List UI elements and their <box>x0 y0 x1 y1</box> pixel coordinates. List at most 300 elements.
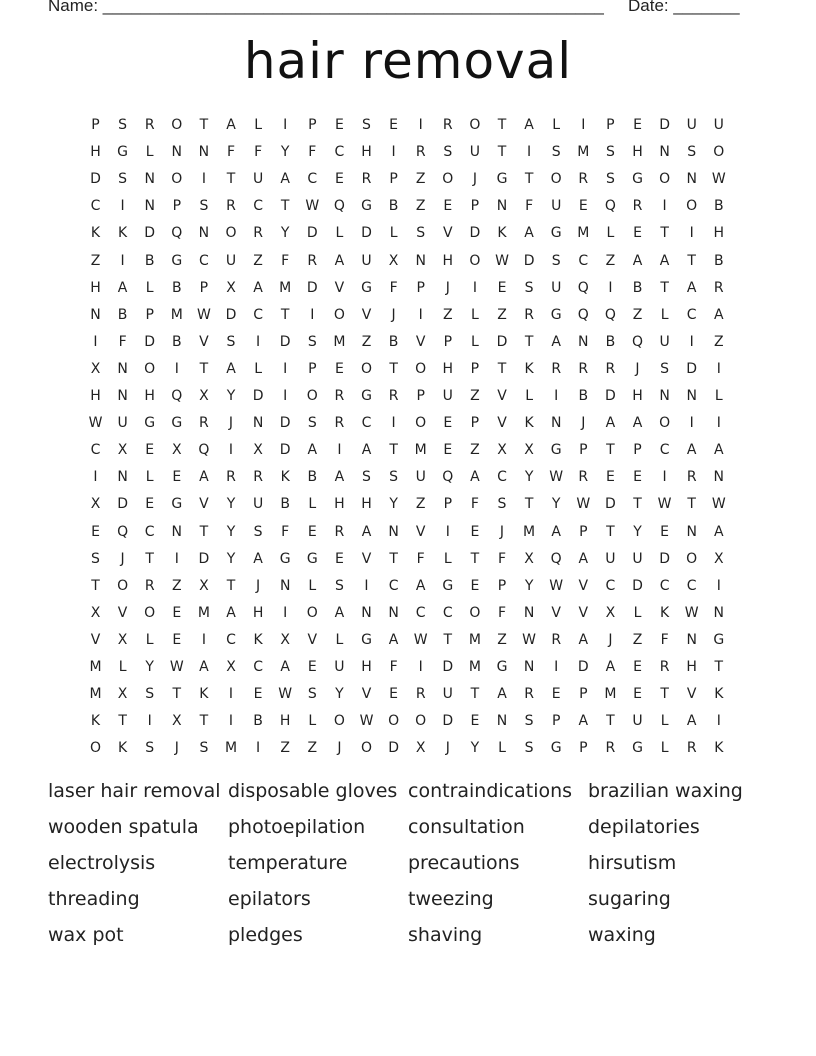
grid-letter: I <box>662 198 667 215</box>
grid-letter: I <box>581 117 586 133</box>
grid-letter: N <box>198 225 210 242</box>
grid-letter: Y <box>551 496 561 513</box>
grid-letter: L <box>552 117 561 133</box>
grid-letter: X <box>172 442 182 459</box>
grid-letter: N <box>659 144 670 161</box>
grid-letter: A <box>199 659 209 675</box>
grid-letter: S <box>362 469 371 486</box>
grid-letter: W <box>711 171 726 188</box>
grid-letter: C <box>442 604 453 621</box>
grid-letter: L <box>308 713 317 730</box>
grid-letter: T <box>199 117 209 133</box>
word-list-item: laser hair removal <box>48 780 221 802</box>
grid-letter: D <box>144 333 156 350</box>
grid-letter: I <box>228 713 234 730</box>
grid-letter: E <box>145 496 155 513</box>
grid-letter: E <box>443 198 453 215</box>
grid-letter: T <box>524 496 534 513</box>
grid-letter: D <box>279 415 291 432</box>
grid-letter: J <box>499 523 505 540</box>
grid-letter: R <box>226 469 236 486</box>
grid-letter: E <box>172 469 182 486</box>
grid-letter: P <box>91 117 100 133</box>
grid-letter: I <box>689 225 694 242</box>
word-list-item: threading <box>48 888 140 910</box>
grid-letter: V <box>443 225 453 242</box>
grid-letter: R <box>686 469 697 486</box>
grid-letter: O <box>713 144 725 161</box>
grid-letter: F <box>525 198 534 215</box>
grid-letter: D <box>469 225 481 242</box>
grid-letter: R <box>578 360 589 377</box>
grid-letter: Q <box>577 306 589 323</box>
grid-letter: W <box>495 252 509 269</box>
grid-letter: G <box>550 306 562 323</box>
grid-letter: P <box>416 279 425 296</box>
grid-letter: C <box>659 442 670 459</box>
grid-letter: T <box>524 171 534 188</box>
grid-letter: S <box>389 469 399 486</box>
grid-letter: G <box>713 631 725 648</box>
grid-letter: G <box>550 740 562 757</box>
word-list-item: photoepilation <box>228 816 366 838</box>
grid-letter: K <box>660 604 670 621</box>
grid-letter: I <box>283 117 288 133</box>
grid-letter: C <box>497 469 507 486</box>
grid-letter: U <box>632 550 643 567</box>
word-list-item: pledges <box>228 924 303 946</box>
grid-letter: H <box>90 144 101 161</box>
grid-letter: Z <box>632 306 643 323</box>
grid-letter: E <box>307 659 317 675</box>
grid-letter: A <box>714 523 724 540</box>
grid-letter: D <box>605 496 616 513</box>
grid-letter: K <box>199 686 209 703</box>
grid-letter: L <box>470 333 479 350</box>
grid-letter: I <box>716 415 721 432</box>
grid-letter: P <box>443 496 453 513</box>
grid-letter: A <box>497 686 507 703</box>
grid-letter: T <box>497 144 507 161</box>
grid-letter: T <box>633 496 642 513</box>
grid-letter: D <box>442 713 454 730</box>
grid-letter: O <box>360 740 373 757</box>
grid-letter: S <box>307 415 317 432</box>
grid-letter: S <box>226 333 236 350</box>
grid-letter: I <box>228 686 234 703</box>
grid-letter: L <box>145 144 154 161</box>
grid-letter: V <box>415 333 426 350</box>
grid-letter: A <box>470 469 480 486</box>
grid-letter: R <box>605 740 616 757</box>
word-list-item: waxing <box>588 924 656 946</box>
grid-letter: T <box>172 686 182 703</box>
grid-letter: X <box>524 442 534 459</box>
grid-letter: L <box>389 225 398 242</box>
grid-letter: M <box>577 144 590 161</box>
grid-letter: K <box>90 713 101 730</box>
grid-letter: J <box>174 740 179 757</box>
grid-letter: I <box>93 469 98 486</box>
grid-letter: G <box>496 659 508 675</box>
grid-letter: R <box>226 198 236 215</box>
grid-letter: C <box>226 631 236 648</box>
grid-letter: Z <box>714 333 724 350</box>
grid-letter: E <box>389 686 399 703</box>
grid-letter: Q <box>333 198 345 215</box>
grid-letter: N <box>550 415 562 432</box>
grid-letter: S <box>118 171 128 188</box>
grid-letter: U <box>632 713 643 730</box>
grid-letter: Z <box>307 740 318 757</box>
grid-letter: Q <box>550 550 562 567</box>
grid-letter: C <box>90 442 101 459</box>
grid-letter: B <box>144 252 155 269</box>
word-list-item: brazilian waxing <box>588 780 743 802</box>
grid-letter: X <box>117 631 128 648</box>
grid-letter: U <box>686 117 697 133</box>
grid-letter: X <box>253 442 263 459</box>
grid-letter: P <box>308 360 317 377</box>
grid-letter: I <box>716 360 721 377</box>
grid-letter: R <box>334 523 345 540</box>
grid-letter: T <box>606 713 615 730</box>
grid-letter: S <box>524 713 534 730</box>
grid-letter: L <box>525 388 533 404</box>
grid-letter: A <box>334 469 345 486</box>
grid-letter: T <box>199 360 209 377</box>
grid-letter: D <box>225 306 237 323</box>
grid-letter: I <box>147 713 152 730</box>
grid-letter: E <box>145 442 155 459</box>
grid-letter: N <box>713 604 725 621</box>
grid-letter: I <box>418 659 423 675</box>
grid-letter: D <box>577 659 589 675</box>
grid-letter: I <box>93 333 98 350</box>
grid-letter: L <box>660 740 669 757</box>
grid-letter: D <box>306 279 318 296</box>
grid-letter: A <box>226 117 236 133</box>
grid-letter: S <box>118 117 128 133</box>
grid-letter: Z <box>253 252 263 269</box>
grid-letter: H <box>442 360 454 377</box>
grid-letter: F <box>226 144 236 161</box>
grid-letter: A <box>361 442 372 459</box>
grid-letter: O <box>225 225 237 242</box>
grid-letter: P <box>579 523 588 540</box>
grid-letter: D <box>279 333 291 350</box>
grid-letter: B <box>388 333 399 350</box>
grid-letter: R <box>659 659 670 675</box>
grid-letter: M <box>523 523 536 540</box>
grid-letter: O <box>89 740 102 757</box>
grid-letter: I <box>256 333 261 350</box>
grid-letter: M <box>468 631 481 648</box>
grid-letter: K <box>524 415 534 432</box>
grid-letter: V <box>117 604 128 621</box>
grid-letter: P <box>551 713 561 730</box>
grid-letter: L <box>308 496 317 513</box>
grid-letter: E <box>633 117 642 133</box>
grid-letter: G <box>117 144 129 161</box>
grid-letter: O <box>550 171 562 188</box>
grid-letter: R <box>632 198 643 215</box>
grid-letter: C <box>144 523 155 540</box>
grid-letter: V <box>686 686 697 703</box>
grid-letter: X <box>117 686 128 703</box>
grid-letter: S <box>145 686 155 703</box>
grid-letter: F <box>389 659 398 675</box>
grid-letter: S <box>334 577 344 594</box>
grid-letter: V <box>497 415 507 432</box>
grid-letter: T <box>389 550 398 567</box>
grid-letter: R <box>144 577 155 594</box>
grid-letter: R <box>253 469 263 486</box>
grid-letter: G <box>361 198 372 215</box>
grid-letter: F <box>497 550 507 567</box>
grid-letter: J <box>472 171 477 188</box>
grid-letter: W <box>305 198 320 215</box>
grid-letter: C <box>199 252 209 269</box>
grid-letter: X <box>90 496 101 513</box>
grid-letter: I <box>418 306 423 323</box>
grid-letter: O <box>469 604 481 621</box>
grid-letter: N <box>90 306 101 323</box>
grid-letter: Z <box>280 740 290 757</box>
grid-letter: C <box>659 577 670 594</box>
grid-letter: B <box>171 279 182 296</box>
grid-letter: V <box>415 523 426 540</box>
grid-letter: S <box>524 279 534 296</box>
grid-letter: T <box>497 360 507 377</box>
grid-letter: L <box>498 740 506 757</box>
grid-letter: E <box>633 686 642 703</box>
grid-letter: H <box>686 659 697 675</box>
grid-letter: E <box>443 442 453 459</box>
grid-letter: E <box>470 577 480 594</box>
grid-letter: F <box>281 523 290 540</box>
word-list-item: consultation <box>408 816 525 838</box>
grid-letter: A <box>632 252 643 269</box>
grid-letter: T <box>226 577 236 594</box>
word-list-item: shaving <box>408 924 483 946</box>
grid-letter: Z <box>497 631 507 648</box>
grid-letter: N <box>686 523 697 540</box>
grid-letter: Q <box>604 198 616 215</box>
grid-letter: X <box>714 550 724 567</box>
grid-letter: R <box>199 415 209 432</box>
grid-letter: D <box>144 225 156 242</box>
grid-letter: C <box>90 198 101 215</box>
grid-letter: I <box>201 631 206 648</box>
grid-letter: E <box>633 659 642 675</box>
grid-letter: S <box>416 225 426 242</box>
grid-letter: C <box>361 415 372 432</box>
grid-letter: P <box>579 686 588 703</box>
grid-letter: P <box>633 442 642 459</box>
grid-letter: S <box>605 171 615 188</box>
grid-letter: B <box>117 306 128 323</box>
grid-letter: A <box>605 415 616 432</box>
grid-letter: A <box>714 442 724 459</box>
grid-letter: V <box>199 333 209 350</box>
grid-letter: M <box>604 686 617 703</box>
grid-letter: O <box>144 360 156 377</box>
grid-letter: S <box>307 686 317 703</box>
grid-letter: V <box>307 631 318 648</box>
grid-letter: T <box>199 523 209 540</box>
grid-letter: Z <box>415 496 426 513</box>
grid-letter: A <box>605 659 616 675</box>
grid-letter: N <box>415 252 426 269</box>
grid-letter: D <box>198 550 210 567</box>
grid-letter: S <box>253 523 263 540</box>
grid-letter: B <box>307 469 318 486</box>
grid-letter: Z <box>605 252 616 269</box>
grid-letter: R <box>334 415 345 432</box>
grid-letter: I <box>445 523 450 540</box>
word-list-item: precautions <box>408 852 520 874</box>
grid-letter: A <box>334 604 345 621</box>
grid-letter: O <box>306 388 318 404</box>
grid-letter: I <box>228 442 234 459</box>
grid-letter: G <box>550 442 562 459</box>
grid-letter: T <box>497 117 507 133</box>
grid-letter: O <box>469 117 481 133</box>
grid-letter: E <box>172 604 182 621</box>
grid-letter: W <box>169 659 184 675</box>
grid-letter: I <box>201 171 206 188</box>
grid-letter: I <box>283 388 288 404</box>
grid-letter: A <box>226 360 236 377</box>
grid-letter: L <box>443 550 452 567</box>
grid-letter: C <box>415 604 426 621</box>
grid-letter: T <box>226 171 236 188</box>
grid-letter: D <box>659 117 670 133</box>
grid-letter: N <box>117 360 128 377</box>
grid-letter: X <box>280 631 290 648</box>
grid-letter: Q <box>604 306 616 323</box>
grid-letter: Z <box>415 198 426 215</box>
grid-letter: V <box>361 686 372 703</box>
grid-letter: H <box>713 225 725 242</box>
grid-letter: E <box>307 523 317 540</box>
grid-letter: S <box>524 740 534 757</box>
grid-letter: Q <box>631 333 644 350</box>
grid-letter: Z <box>443 306 453 323</box>
grid-letter: V <box>578 577 589 594</box>
word-list <box>48 778 768 949</box>
grid-letter: L <box>145 469 154 486</box>
grid-letter: R <box>442 117 453 133</box>
grid-letter: M <box>333 333 346 350</box>
grid-letter: D <box>686 360 698 377</box>
grid-letter: L <box>335 225 344 242</box>
grid-letter: C <box>253 659 263 675</box>
grid-letter: C <box>307 171 318 188</box>
grid-letter: E <box>470 713 480 730</box>
grid-letter: I <box>120 198 125 215</box>
grid-letter: G <box>144 415 156 432</box>
grid-letter: U <box>469 144 481 161</box>
grid-letter: F <box>389 279 398 296</box>
grid-letter: K <box>714 740 724 757</box>
grid-letter: E <box>253 686 263 703</box>
page-title: hair removal <box>243 32 573 90</box>
grid-letter: W <box>196 306 211 323</box>
grid-letter: Y <box>524 469 534 486</box>
grid-letter: I <box>716 713 721 730</box>
grid-letter: J <box>581 415 586 432</box>
grid-letter: N <box>361 604 372 621</box>
grid-letter: A <box>388 631 399 648</box>
grid-letter: X <box>117 442 128 459</box>
grid-letter: O <box>306 604 318 621</box>
grid-letter: S <box>199 198 209 215</box>
grid-letter: S <box>91 550 100 567</box>
grid-letter: R <box>524 686 534 703</box>
grid-letter: R <box>686 740 697 757</box>
grid-letter: T <box>118 713 127 730</box>
grid-letter: P <box>145 306 154 323</box>
grid-letter: S <box>660 360 670 377</box>
grid-letter: N <box>198 144 210 161</box>
grid-letter: A <box>307 442 318 459</box>
grid-letter: U <box>334 659 345 675</box>
grid-letter: H <box>279 713 291 730</box>
grid-letter: A <box>714 306 724 323</box>
grid-letter: H <box>252 604 264 621</box>
grid-letter: O <box>415 713 427 730</box>
grid-letter: R <box>524 306 534 323</box>
grid-letter: E <box>605 469 615 486</box>
grid-letter: N <box>144 171 155 188</box>
grid-letter: N <box>388 523 399 540</box>
grid-letter: I <box>418 117 423 133</box>
grid-letter: I <box>527 144 532 161</box>
grid-letter: R <box>713 279 724 296</box>
date-field-label: Date: _______ <box>628 0 740 15</box>
grid-letter: P <box>416 388 425 404</box>
grid-letter: A <box>253 550 263 567</box>
grid-letter: P <box>470 360 480 377</box>
grid-letter: G <box>496 171 508 188</box>
grid-letter: E <box>470 523 480 540</box>
grid-letter: P <box>199 279 209 296</box>
grid-letter: H <box>144 388 155 404</box>
grid-letter: P <box>579 740 588 757</box>
grid-letter: E <box>443 415 453 432</box>
grid-letter: I <box>283 360 288 377</box>
grid-letter: B <box>713 198 724 215</box>
grid-letter: U <box>252 496 264 513</box>
grid-letter: B <box>632 279 643 296</box>
grid-letter: L <box>335 631 344 648</box>
grid-letter: A <box>334 252 345 269</box>
grid-letter: M <box>577 225 590 242</box>
grid-letter: J <box>228 415 234 432</box>
grid-letter: J <box>445 740 450 757</box>
grid-letter: N <box>578 333 589 350</box>
name-field-label: Name: _____________________________________________________ <box>48 0 604 15</box>
grid-letter: N <box>713 469 725 486</box>
grid-letter: J <box>256 577 261 594</box>
grid-letter: H <box>632 144 643 161</box>
grid-letter: T <box>660 686 669 703</box>
grid-letter: T <box>687 496 696 513</box>
grid-letter: C <box>578 252 589 269</box>
grid-letter: W <box>522 631 537 648</box>
